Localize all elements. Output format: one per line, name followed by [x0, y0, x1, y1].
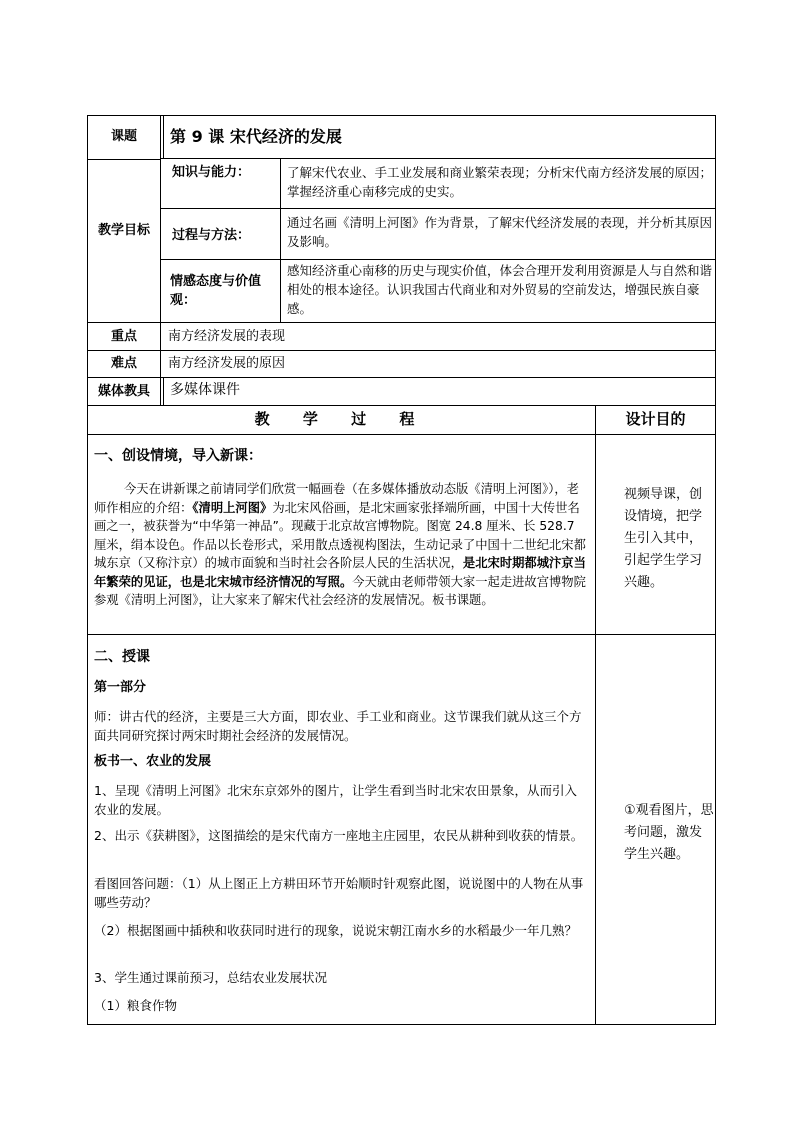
section2-question1: 看图回答问题：（1）从上图正上方耕田环节开始顺时针观察此图，说说图中的人物在从事哪些劳动？: [94, 876, 584, 910]
objective-text-process: 通过名画《清明上河图》作为背景，了解宋代经济发展的表现，并分析其原因及影响。: [287, 215, 713, 249]
difficulty-value: 南方经济发展的原因: [168, 356, 286, 371]
media-label: 媒体教具: [97, 384, 150, 399]
section2-question2: （2）根据图画中插秧和收获同时进行的现象，说说宋朝江南水乡的水稻最少一年几熟？: [94, 923, 577, 938]
section1-text-a: 今天在讲新课之前请同学们欣赏一幅画卷（在多媒体播放动态版《清明上河图》），老师作相应的介绍：: [94, 482, 579, 515]
section2-item3a: （1）粮食作物: [94, 998, 177, 1013]
section2-item2: 2、出示《获耕图》，这图描绘的是宋代南方一座地主庄园里，农民从耕种到收获的情景。: [94, 828, 584, 843]
topic-label: 课题: [110, 129, 137, 144]
rule: [87, 322, 716, 323]
objectives-label: 教学目标: [97, 223, 150, 238]
rule: [87, 159, 161, 160]
rule: [87, 377, 716, 378]
rule: [87, 434, 716, 435]
key-point-value: 南方经济发展的表现: [168, 329, 286, 344]
section1-text-c: 为北宋风俗画，是北宋画家张择端所画，中国十大传世名画之一，被获誉为“中华第一神品”。现藏于北京故宫博物院。图宽 24.8 厘米、长 528.7 厘米，绢本设色。作品以长卷形式，采用散点透视构图法，生动记录了中国十二世纪北宋都城东京（又称汴京）的城市面貌和当时社会各阶层人民的生活状况，: [94, 500, 586, 570]
rule: [87, 405, 716, 406]
table-border-bottom: [87, 1024, 716, 1025]
section1-body: [94, 480, 589, 610]
table-border-right: [715, 115, 716, 1025]
difficulty-label: 难点: [110, 356, 137, 371]
rule: [163, 377, 164, 405]
section1-title: 一、创设情境，导入新课：: [94, 448, 262, 464]
rule: [160, 115, 161, 405]
section1-text-b: 《清明上河图》: [192, 500, 273, 515]
section2-title: 二、授课: [94, 649, 150, 665]
objective-text-emotion: 感知经济重心南移的历史与现实价值，体会合理开发利用资源是人与自然和谐相处的根本途径。认识我国古代商业和对外贸易的空前发达，增强民族自豪感。: [287, 263, 713, 316]
rule: [280, 158, 281, 323]
topic-title: 第 9 课 宋代经济的发展: [170, 127, 342, 146]
key-point-label: 重点: [110, 329, 137, 344]
section1-text-e: 今天就由老师带领大家一起走进故宫博物院参观《清明上河图》，让大家来了解宋代社会经济的发展情况。板书课题。: [94, 574, 586, 607]
section2-board: 板书一、农业的发展: [94, 754, 212, 769]
objective-text-knowledge: 了解宋代农业、手工业发展和商业繁荣表现；分析宋代南方经济发展的原因；掌握经济重心南移完成的史实。: [287, 165, 713, 199]
section2-intro: 师：讲古代的经济，主要是三大方面，即农业、手工业和商业。这节课我们就从这三个方面共同研究探讨两宋时期社会经济的发展情况。: [94, 709, 582, 743]
rule: [160, 158, 716, 159]
rule: [160, 259, 716, 260]
section2-purpose: ①观看图片，思考问题，激发学生兴趣。: [624, 803, 714, 862]
purpose-header: 设计目的: [625, 410, 686, 428]
section2-item1: 1、呈现《清明上河图》北宋东京郊外的图片，让学生看到当时北宋农田景象，从而引入农业的发展。: [94, 783, 577, 817]
section1-purpose: 视频导课，创设情境，把学生引入其中，引起学生学习兴趣。: [624, 487, 703, 590]
section1-text-d: 是北宋时期都城汴京当年繁荣的见证，也是北宋城市经济情况的写照。: [94, 556, 586, 589]
rule: [87, 350, 716, 351]
objective-name-process: 过程与方法：: [172, 228, 251, 243]
objective-name-emotion: 情感态度与价值观：: [170, 274, 262, 308]
section2-subtitle: 第一部分: [94, 680, 147, 695]
rule: [163, 115, 164, 159]
objective-name-knowledge: 知识与能力：: [172, 165, 251, 180]
rule: [160, 208, 716, 209]
rule: [87, 634, 716, 635]
media-value: 多媒体课件: [170, 382, 240, 398]
process-header: 教 学 过 程: [254, 410, 429, 428]
table-border-left: [87, 115, 88, 1025]
rule: [595, 405, 596, 1025]
section2-item3: 3、学生通过课前预习，总结农业发展状况: [94, 970, 327, 985]
table-border-top: [87, 115, 716, 116]
